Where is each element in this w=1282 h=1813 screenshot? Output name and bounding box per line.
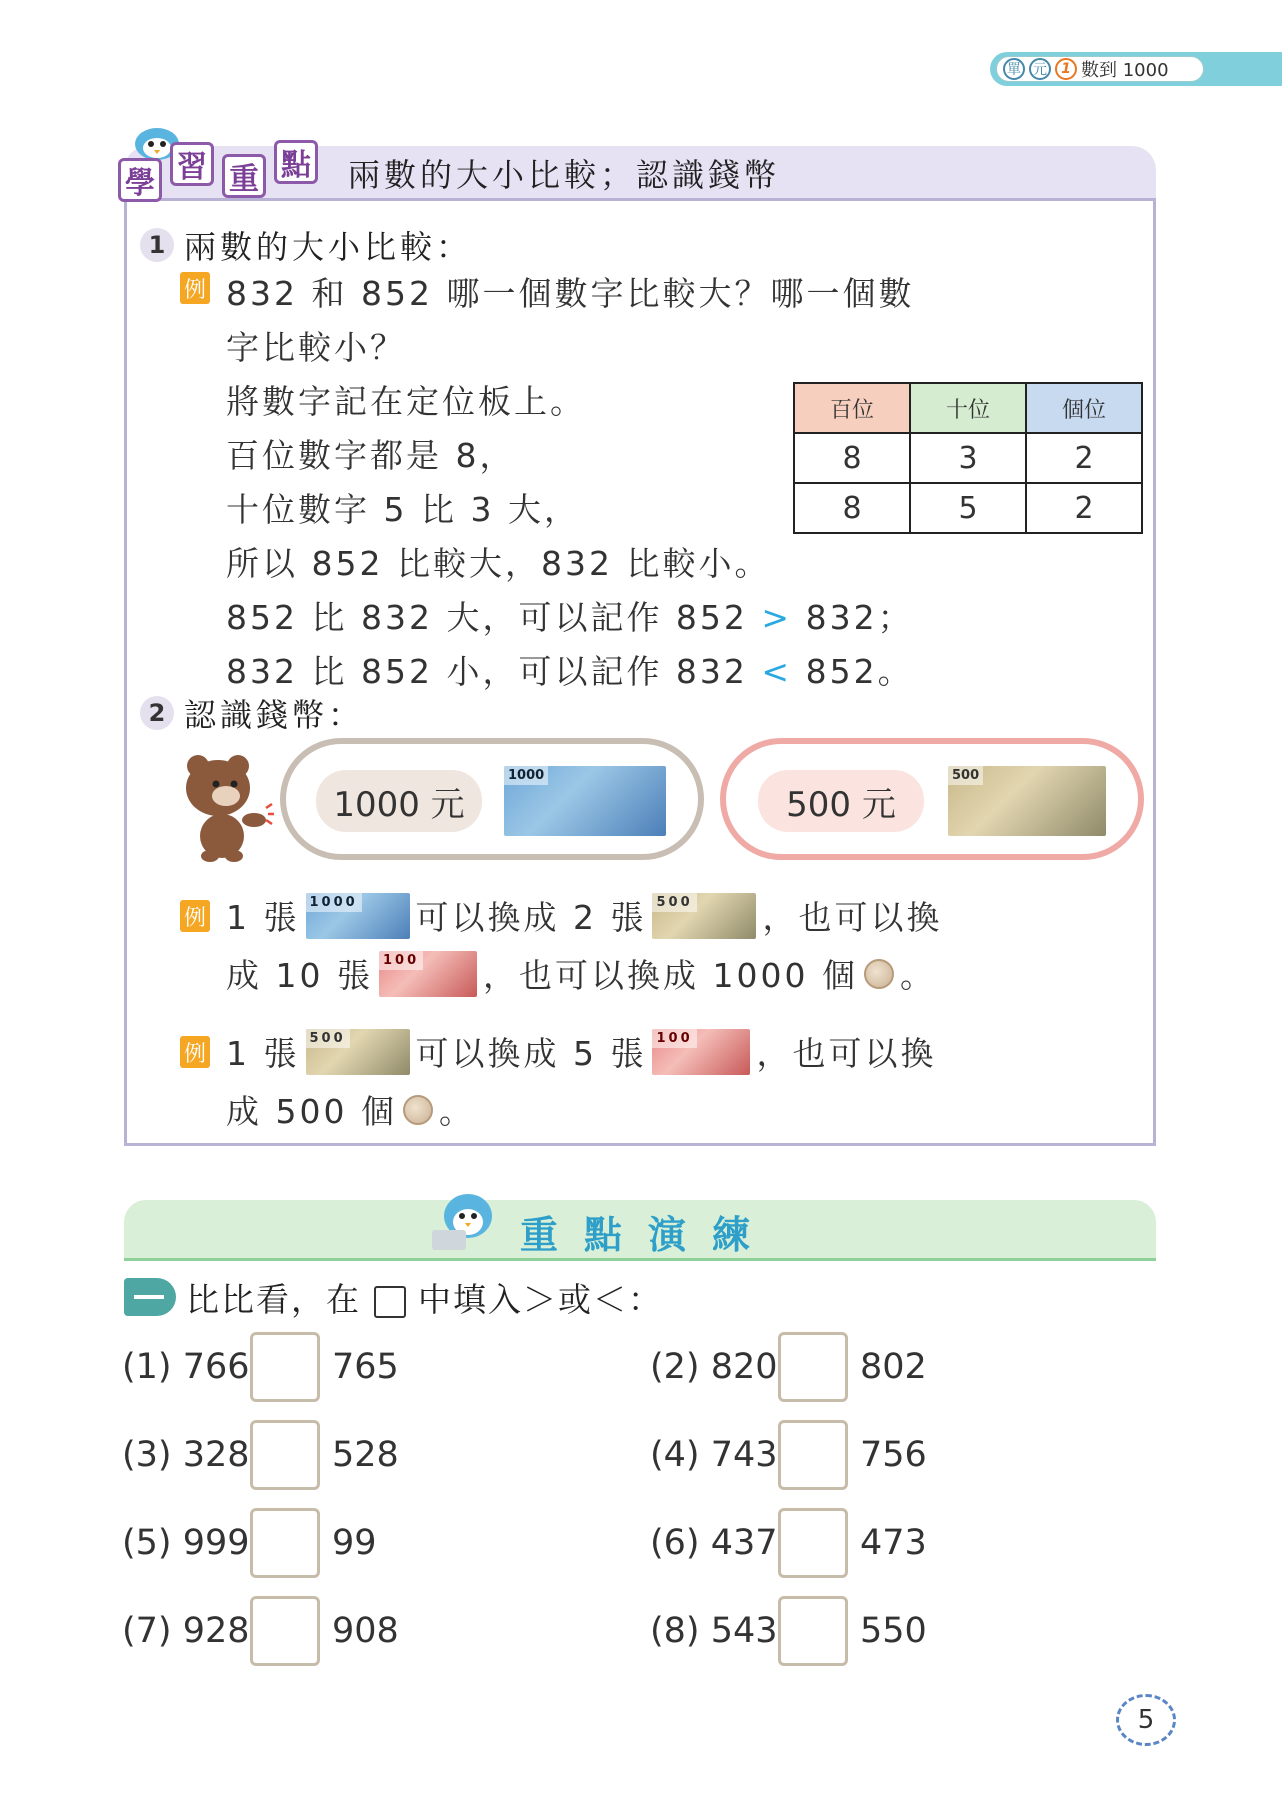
table-row	[794, 483, 1142, 533]
money-card-500	[720, 738, 1144, 860]
unit-char-2: 元	[1029, 58, 1051, 80]
bill-100-icon	[379, 951, 477, 997]
table-cell: 2	[1026, 483, 1142, 533]
bill-text: 100	[652, 1029, 696, 1048]
section-1-number: 1	[140, 228, 174, 262]
question-right: 99	[332, 1523, 377, 1563]
question-3	[122, 1418, 399, 1492]
section-1-line-4: 百位數字都是 8，	[226, 436, 516, 475]
bill-500-icon	[306, 1029, 410, 1075]
header-ones: 個位	[1026, 383, 1142, 433]
question-right: 473	[860, 1523, 927, 1563]
table-row	[794, 433, 1142, 483]
badge-char-4: 點	[274, 140, 318, 184]
question-right: 756	[860, 1435, 927, 1475]
example-3-badge-wrap	[180, 1036, 210, 1068]
question-6	[650, 1506, 927, 1580]
question-label: (7) 928	[122, 1611, 250, 1651]
practice-title: 重點演練	[520, 1213, 777, 1257]
coin-icon	[403, 1095, 433, 1125]
bill-500-icon	[652, 893, 756, 939]
compare-line-2-end: 852。	[805, 652, 914, 691]
question-label: (2) 820	[650, 1347, 778, 1387]
section-1-line-3: 將數字記在定位板上。	[226, 382, 586, 421]
example-text: 。	[438, 1092, 475, 1131]
greater-than-symbol: >	[761, 598, 793, 637]
section-1-title: 兩數的大小比較：	[184, 228, 473, 266]
bill-100-icon	[652, 1029, 750, 1075]
practice-section-badge	[124, 1278, 176, 1316]
example-2-badge-wrap	[180, 900, 210, 932]
badge-char-3: 重	[222, 154, 266, 198]
table-cell: 8	[794, 483, 910, 533]
place-value-header-row	[794, 383, 1142, 433]
bill-text: 100	[379, 951, 423, 970]
example-text: ，也可以換	[762, 898, 943, 937]
bill-1000-text: 1000	[504, 766, 548, 785]
section-2-title: 認識錢幣：	[184, 696, 365, 734]
section-1-line-2: 字比較小？	[226, 328, 406, 367]
unit-tab	[990, 52, 1282, 86]
example-text: 可以換成 5 張	[415, 1034, 647, 1073]
answer-box[interactable]	[778, 1420, 848, 1490]
penguin-laptop-icon	[428, 1186, 500, 1254]
answer-box[interactable]	[778, 1596, 848, 1666]
answer-box[interactable]	[250, 1420, 320, 1490]
answer-box[interactable]	[250, 1332, 320, 1402]
bill-text: 500	[306, 1029, 350, 1048]
question-1	[122, 1330, 399, 1404]
badge-char-1: 學	[118, 158, 162, 202]
badge-char-2: 習	[170, 142, 214, 186]
section-1-line-6: 所以 852 比較大，832 比較小。	[226, 544, 771, 583]
compare-line-2	[226, 646, 914, 693]
question-7	[122, 1594, 399, 1668]
money-label-1000: 1000 元	[316, 770, 482, 832]
example-text: 1 張	[226, 898, 300, 937]
question-right: 550	[860, 1611, 927, 1651]
question-right: 908	[332, 1611, 399, 1651]
empty-box-icon	[374, 1286, 406, 1318]
money-example-1-line-1	[226, 892, 942, 939]
bill-text: 500	[652, 893, 696, 912]
page-number: 5	[1116, 1694, 1176, 1746]
compare-line-1-end: 832；	[805, 598, 914, 637]
practice-instruction	[186, 1274, 663, 1321]
key-points-title: 兩數的大小比較；認識錢幣	[348, 156, 781, 194]
coin-icon	[864, 959, 894, 989]
key-points-badge	[118, 120, 348, 200]
example-text: 可以換成 2 張	[415, 898, 647, 937]
unit-title: 數到 1000	[1081, 60, 1169, 81]
table-cell: 2	[1026, 433, 1142, 483]
less-than-symbol: <	[761, 652, 793, 691]
money-example-2-line-1	[226, 1028, 936, 1075]
example-text: 成 10 張	[226, 956, 373, 995]
question-right: 528	[332, 1435, 399, 1475]
example-text: 。	[899, 956, 936, 995]
example-1-badge-wrap	[180, 272, 210, 304]
question-2	[650, 1330, 927, 1404]
example-text: 成 500 個	[226, 1092, 397, 1131]
bill-500-text: 500	[948, 766, 983, 785]
section-2-number: 2	[140, 696, 174, 730]
unit-pill	[996, 56, 1204, 82]
compare-line-1-text: 852 比 832 大，可以記作 852	[226, 598, 748, 637]
question-4	[650, 1418, 927, 1492]
instruction-post: 中填入＞或＜：	[418, 1280, 663, 1319]
section-2-heading	[140, 690, 364, 736]
unit-number: 1	[1055, 58, 1077, 80]
practice-section-number	[134, 1295, 164, 1299]
money-example-2-line-2	[226, 1086, 475, 1133]
question-label: (1) 766	[122, 1347, 250, 1387]
question-label: (5) 999	[122, 1523, 250, 1563]
header-hundreds: 百位	[794, 383, 910, 433]
question-8	[650, 1594, 927, 1668]
header-tens: 十位	[910, 383, 1026, 433]
money-label-500: 500 元	[758, 770, 924, 832]
question-label: (4) 743	[650, 1435, 778, 1475]
question-5	[122, 1506, 377, 1580]
example-badge: 例	[180, 272, 210, 304]
example-text: 1 張	[226, 1034, 300, 1073]
section-1-line-5: 十位數字 5 比 3 大，	[226, 490, 580, 529]
question-label: (6) 437	[650, 1523, 778, 1563]
answer-box[interactable]	[778, 1508, 848, 1578]
answer-box[interactable]	[250, 1596, 320, 1666]
bill-text: 1000	[306, 893, 362, 912]
bill-500-image	[948, 766, 1106, 836]
question-label: (3) 328	[122, 1435, 250, 1475]
example-text: ，也可以換成 1000 個	[482, 956, 858, 995]
unit-char-1: 單	[1003, 58, 1025, 80]
example-badge: 例	[180, 900, 210, 932]
bear-icon	[176, 750, 276, 862]
example-badge: 例	[180, 1036, 210, 1068]
example-text: ，也可以換	[756, 1034, 937, 1073]
place-value-table	[793, 382, 1143, 534]
section-1-heading	[140, 222, 472, 268]
bill-1000-icon	[306, 893, 410, 939]
section-1-line-1: 832 和 852 哪一個數字比較大？哪一個數	[226, 274, 915, 313]
money-card-1000	[280, 738, 704, 860]
money-example-1-line-2	[226, 950, 936, 997]
table-cell: 3	[910, 433, 1026, 483]
compare-line-1	[226, 592, 914, 639]
table-cell: 8	[794, 433, 910, 483]
instruction-pre: 比比看，在	[186, 1280, 361, 1319]
compare-line-2-text: 832 比 852 小，可以記作 832	[226, 652, 748, 691]
answer-box[interactable]	[250, 1508, 320, 1578]
answer-box[interactable]	[778, 1332, 848, 1402]
bill-1000-image	[504, 766, 666, 836]
table-cell: 5	[910, 483, 1026, 533]
question-right: 802	[860, 1347, 927, 1387]
question-right: 765	[332, 1347, 399, 1387]
question-label: (8) 543	[650, 1611, 778, 1651]
